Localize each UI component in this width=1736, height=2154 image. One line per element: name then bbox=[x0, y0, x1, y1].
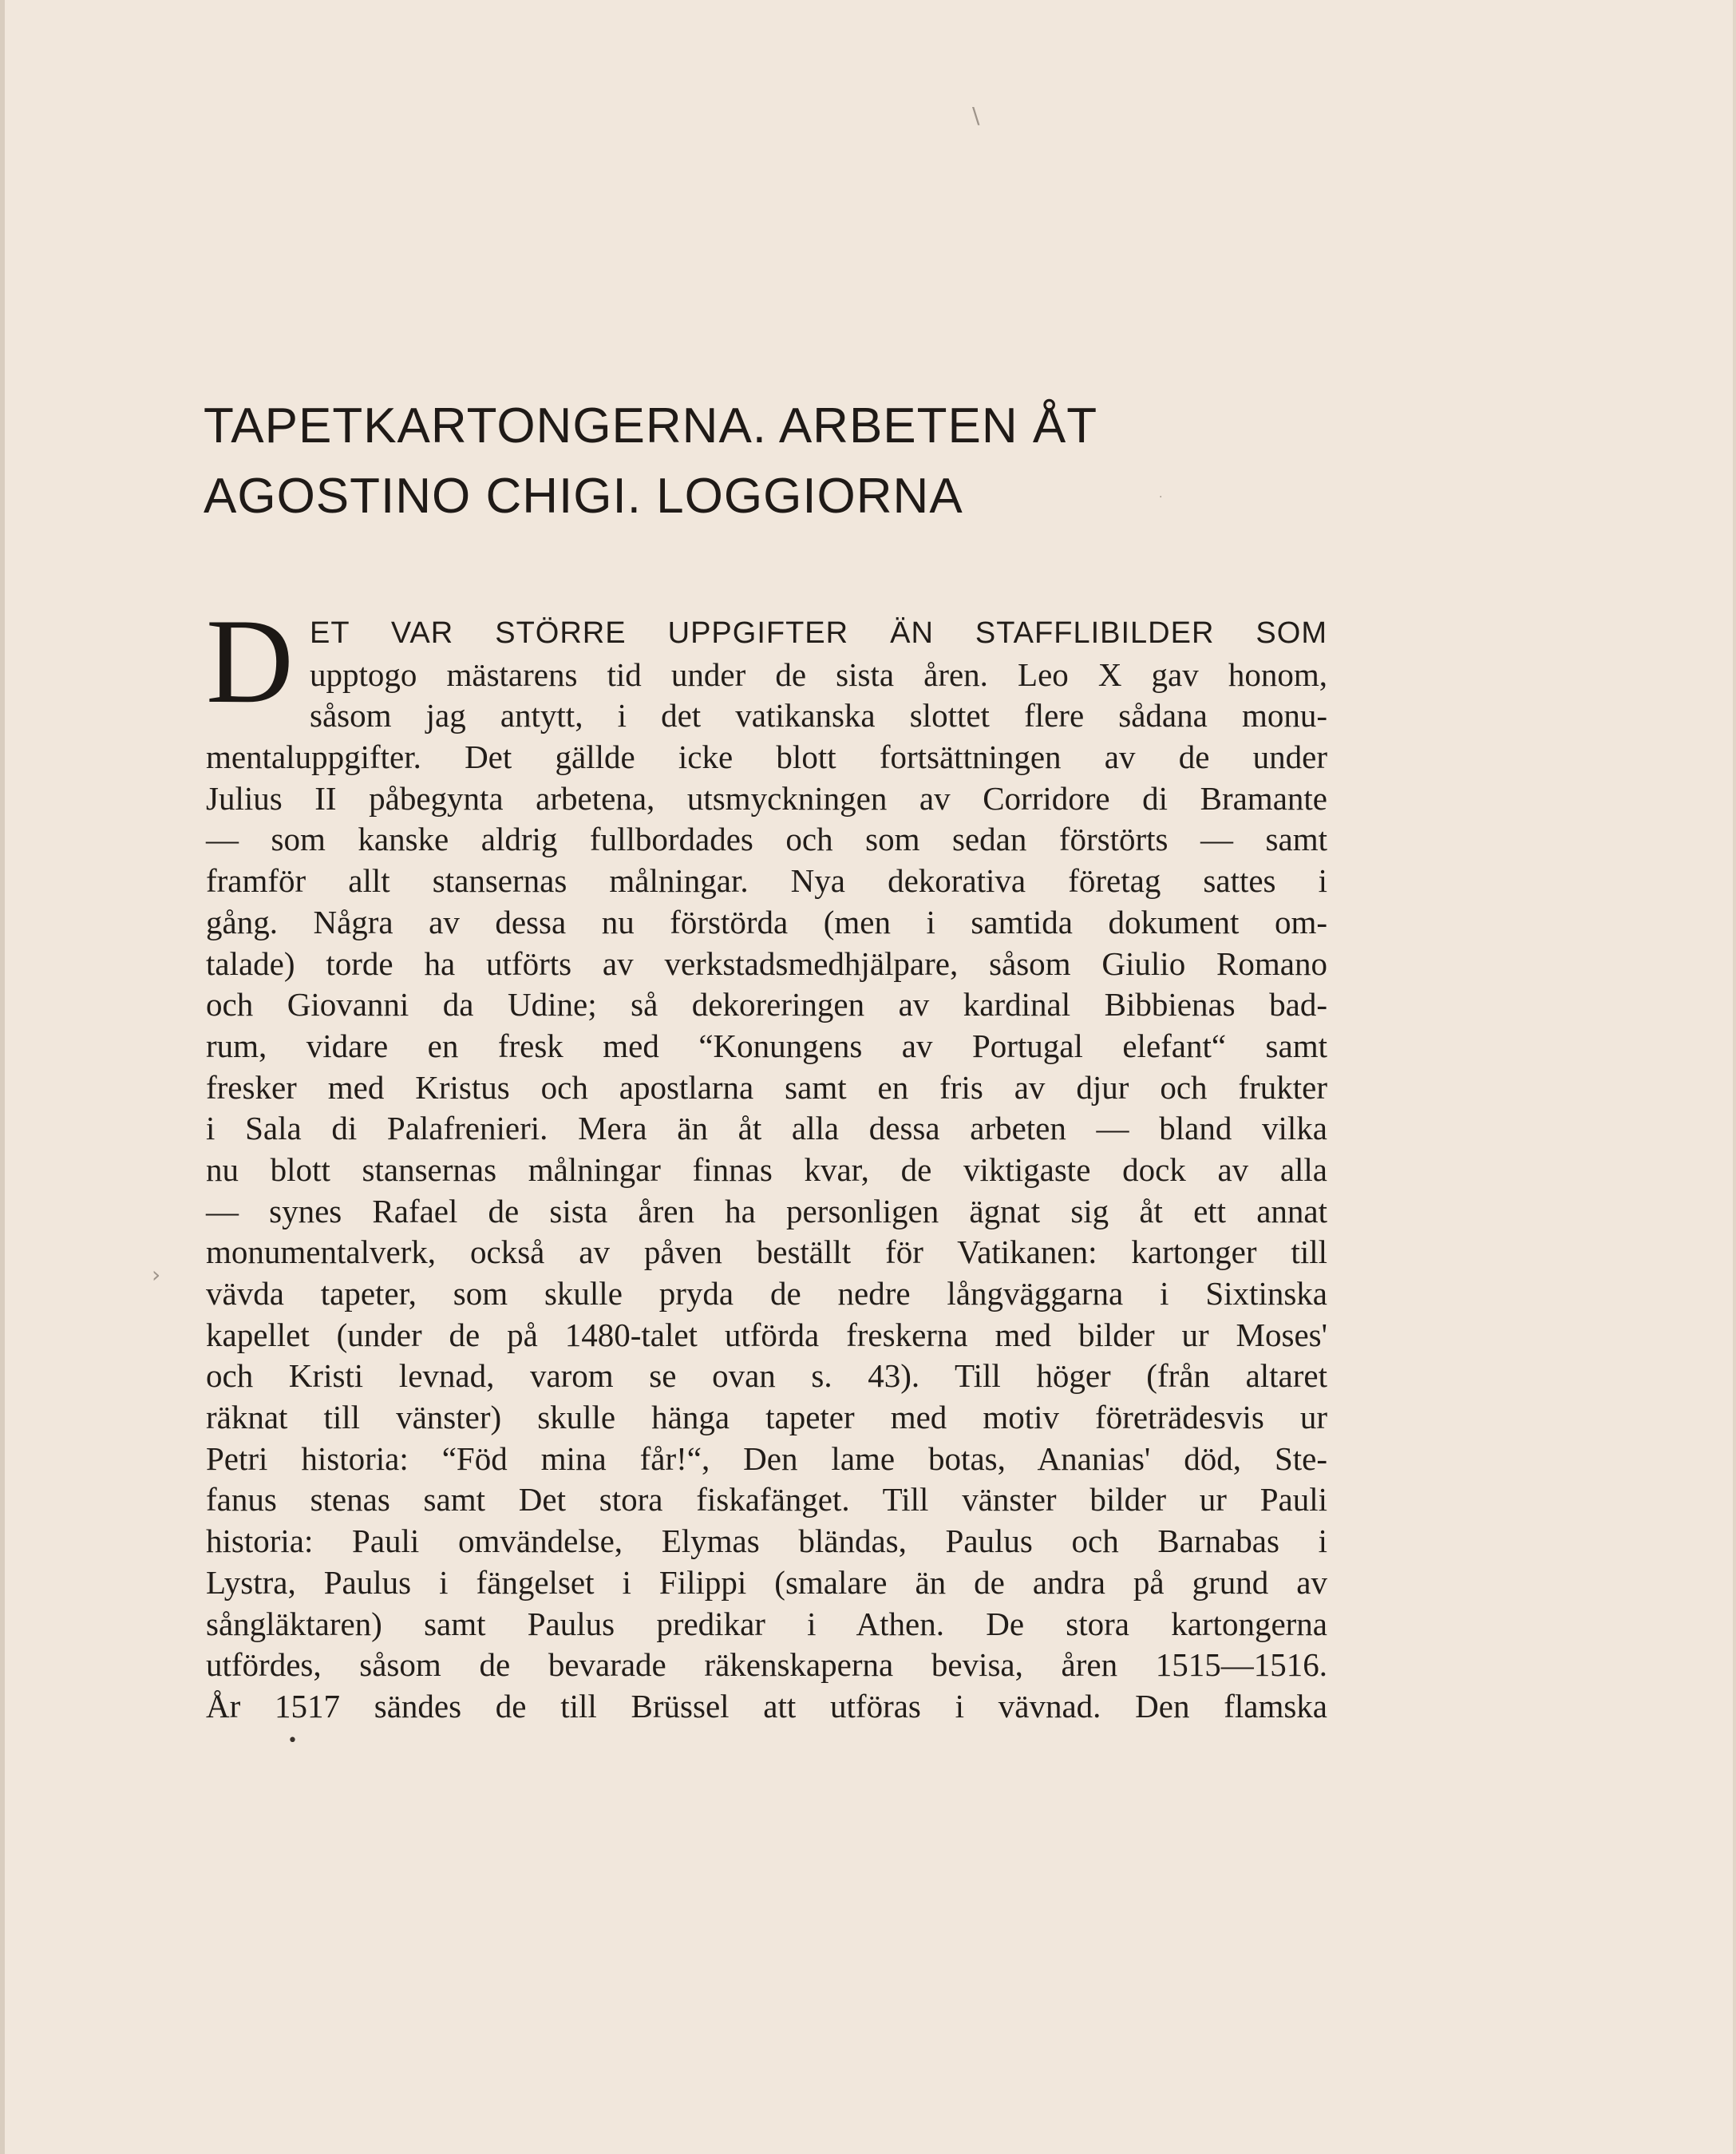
text-line-27: År 1517 sändes de till Brüssel att utföras i vävnad. Den flamska bbox=[206, 1687, 1327, 1724]
chapter-title-line-1: TAPETKARTONGERNA. ARBETEN ÅT bbox=[204, 398, 1098, 453]
body-text bbox=[206, 594, 1327, 1728]
text-line-11: rum, vidare en fresk med “Konungens av Portugal elefant“ samt bbox=[206, 1027, 1327, 1064]
text-line-14: nu blott stansernas målningar finnas kvar, de viktigaste dock av alla bbox=[206, 1150, 1327, 1188]
text-line-25: sångläktaren) samt Paulus predikar i Athen. De stora kartongerna bbox=[206, 1605, 1327, 1642]
text-line-6: — som kanske aldrig fullbordades och som sedan förstörts — samt bbox=[206, 821, 1327, 858]
text-line-12: fresker med Kristus och apostlarna samt en fris av djur och frukter bbox=[206, 1068, 1327, 1106]
text-line-24: Lystra, Paulus i fängelset i Filippi (smalare än de andra på grund av bbox=[206, 1563, 1327, 1601]
text-line-21: Petri historia: “Föd mina får!“, Den lame botas, Ananias' död, Ste- bbox=[206, 1439, 1327, 1477]
paper-speck: · bbox=[1159, 491, 1163, 504]
text-line-7: framför allt stansernas målningar. Nya dekorativa företag sattes i bbox=[206, 862, 1327, 900]
text-line-20: räknat till vänster) skulle hänga tapeter med motiv företrädesvis ur bbox=[206, 1399, 1327, 1436]
chapter-title-line-2: AGOSTINO CHIGI. LOGGIORNA bbox=[204, 469, 963, 524]
drop-cap: D bbox=[206, 594, 294, 728]
paper-speck: \ bbox=[972, 102, 980, 129]
paper-speck: • bbox=[287, 1731, 298, 1751]
text-line-22: fanus stenas samt Det stora fiskafänget. Till vänster bilder ur Pauli bbox=[206, 1481, 1327, 1518]
text-line-3: såsom jag antytt, i det vatikanska slottet flere sådana monu- bbox=[310, 697, 1327, 734]
text-line-13: i Sala di Palafrenieri. Mera än åt alla dessa arbeten — bland vilka bbox=[206, 1110, 1327, 1147]
text-line-8: gång. Några av dessa nu förstörda (men i samtida dokument om- bbox=[206, 903, 1327, 940]
text-line-4: mentaluppgifter. Det gällde icke blott fortsättningen av de under bbox=[206, 738, 1327, 776]
text-line-10: och Giovanni da Udine; så dekoreringen av kardinal Bibbienas bad- bbox=[206, 986, 1327, 1024]
text-line-1: ET VAR STÖRRE UPPGIFTER ÄN STAFFLIBILDER SOM bbox=[310, 616, 1327, 650]
text-line-19: och Kristi levnad, varom se ovan s. 43). Till höger (från altaret bbox=[206, 1357, 1327, 1395]
text-line-5: Julius II påbegynta arbetena, utsmyckningen av Corridore di Bramante bbox=[206, 779, 1327, 817]
text-line-2: upptogo mästarens tid under de sista åren. Leo X gav honom, bbox=[310, 655, 1327, 693]
text-line-17: vävda tapeter, som skulle pryda de nedre långväggarna i Sixtinska bbox=[206, 1275, 1327, 1312]
text-line-23: historia: Pauli omvändelse, Elymas bländas, Paulus och Barnabas i bbox=[206, 1522, 1327, 1560]
text-line-9: talade) torde ha utförts av verkstadsmedhjälpare, såsom Giulio Romano bbox=[206, 944, 1327, 982]
text-line-18: kapellet (under de på 1480-talet utförda freskerna med bilder ur Moses' bbox=[206, 1316, 1327, 1353]
paper-speck: › bbox=[152, 1261, 161, 1288]
chapter-title bbox=[204, 391, 1401, 532]
text-line-26: utfördes, såsom de bevarade räkenskaperna bevisa, åren 1515—1516. bbox=[206, 1646, 1327, 1684]
text-line-15: — synes Rafael de sista åren ha personligen ägnat sig åt ett annat bbox=[206, 1192, 1327, 1229]
text-line-16: monumentalverk, också av påven beställt för Vatikanen: kartonger till bbox=[206, 1233, 1327, 1271]
